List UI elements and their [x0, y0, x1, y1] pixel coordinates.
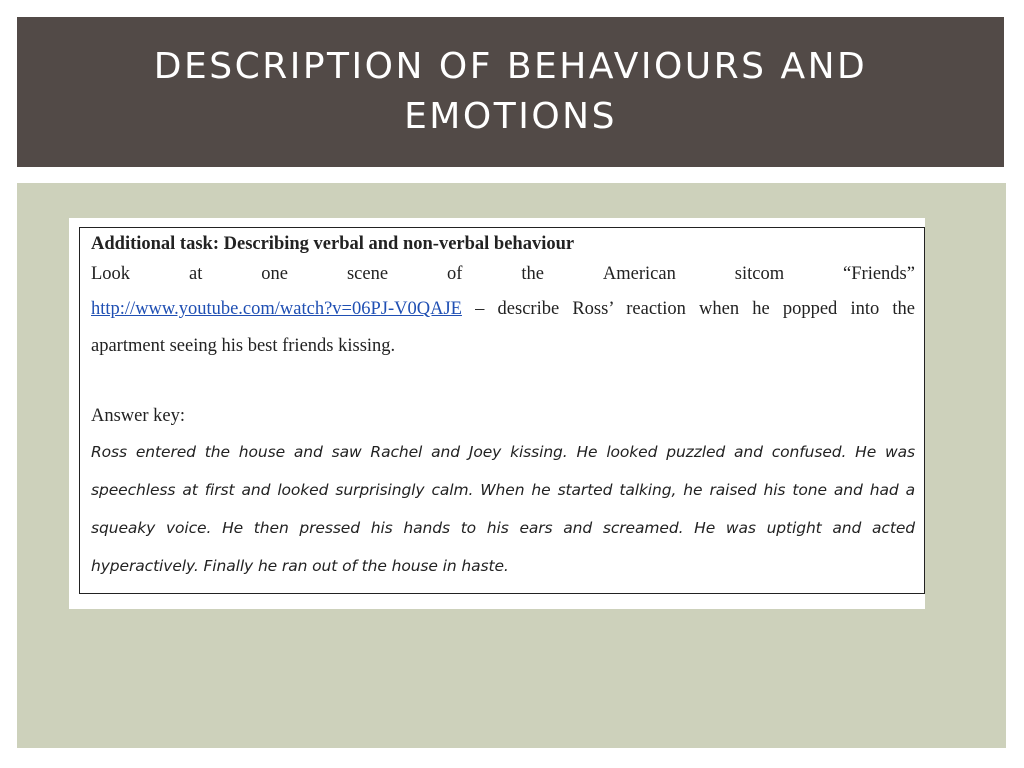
- document-image: [69, 218, 925, 609]
- answer-key-label: Answer key:: [91, 406, 186, 426]
- task-instruction: [91, 257, 915, 365]
- instruction-word: at: [189, 264, 203, 284]
- task-title: Additional task: Describing verbal and non-verbal behaviour: [91, 234, 575, 254]
- instruction-word: one: [261, 264, 289, 284]
- instruction-word: scene: [346, 264, 389, 284]
- instruction-word: American: [602, 264, 676, 284]
- instruction-word: the: [521, 264, 544, 284]
- instruction-word: of: [446, 264, 463, 284]
- instruction-word: sitcom: [734, 264, 785, 284]
- slide-title: DESCRIPTION OF BEHAVIOURS AND EMOTIONS: [153, 46, 868, 137]
- instruction-rest: – describe Ross’ reaction when he popped into the apartment seeing his best friends kissing.: [91, 299, 915, 356]
- youtube-link[interactable]: http://www.youtube.com/watch?v=06PJ-V0QAJE: [91, 299, 462, 319]
- instruction-first-line: [91, 257, 915, 291]
- title-band: [17, 17, 1004, 167]
- instruction-word: Look: [91, 264, 131, 284]
- instruction-word: “Friends”: [843, 264, 915, 284]
- task-box: [79, 227, 925, 594]
- answer-key-text: Ross entered the house and saw Rachel and Joey kissing. He looked puzzled and confused. He was speechless at first and looked surprisingly calm. When he started talking, he raised his tone and had a squeaky voice. He then pressed his hands to his ears and screamed. He was uptight and acted hyperactively. Finally he ran out of the house in haste.: [91, 443, 915, 575]
